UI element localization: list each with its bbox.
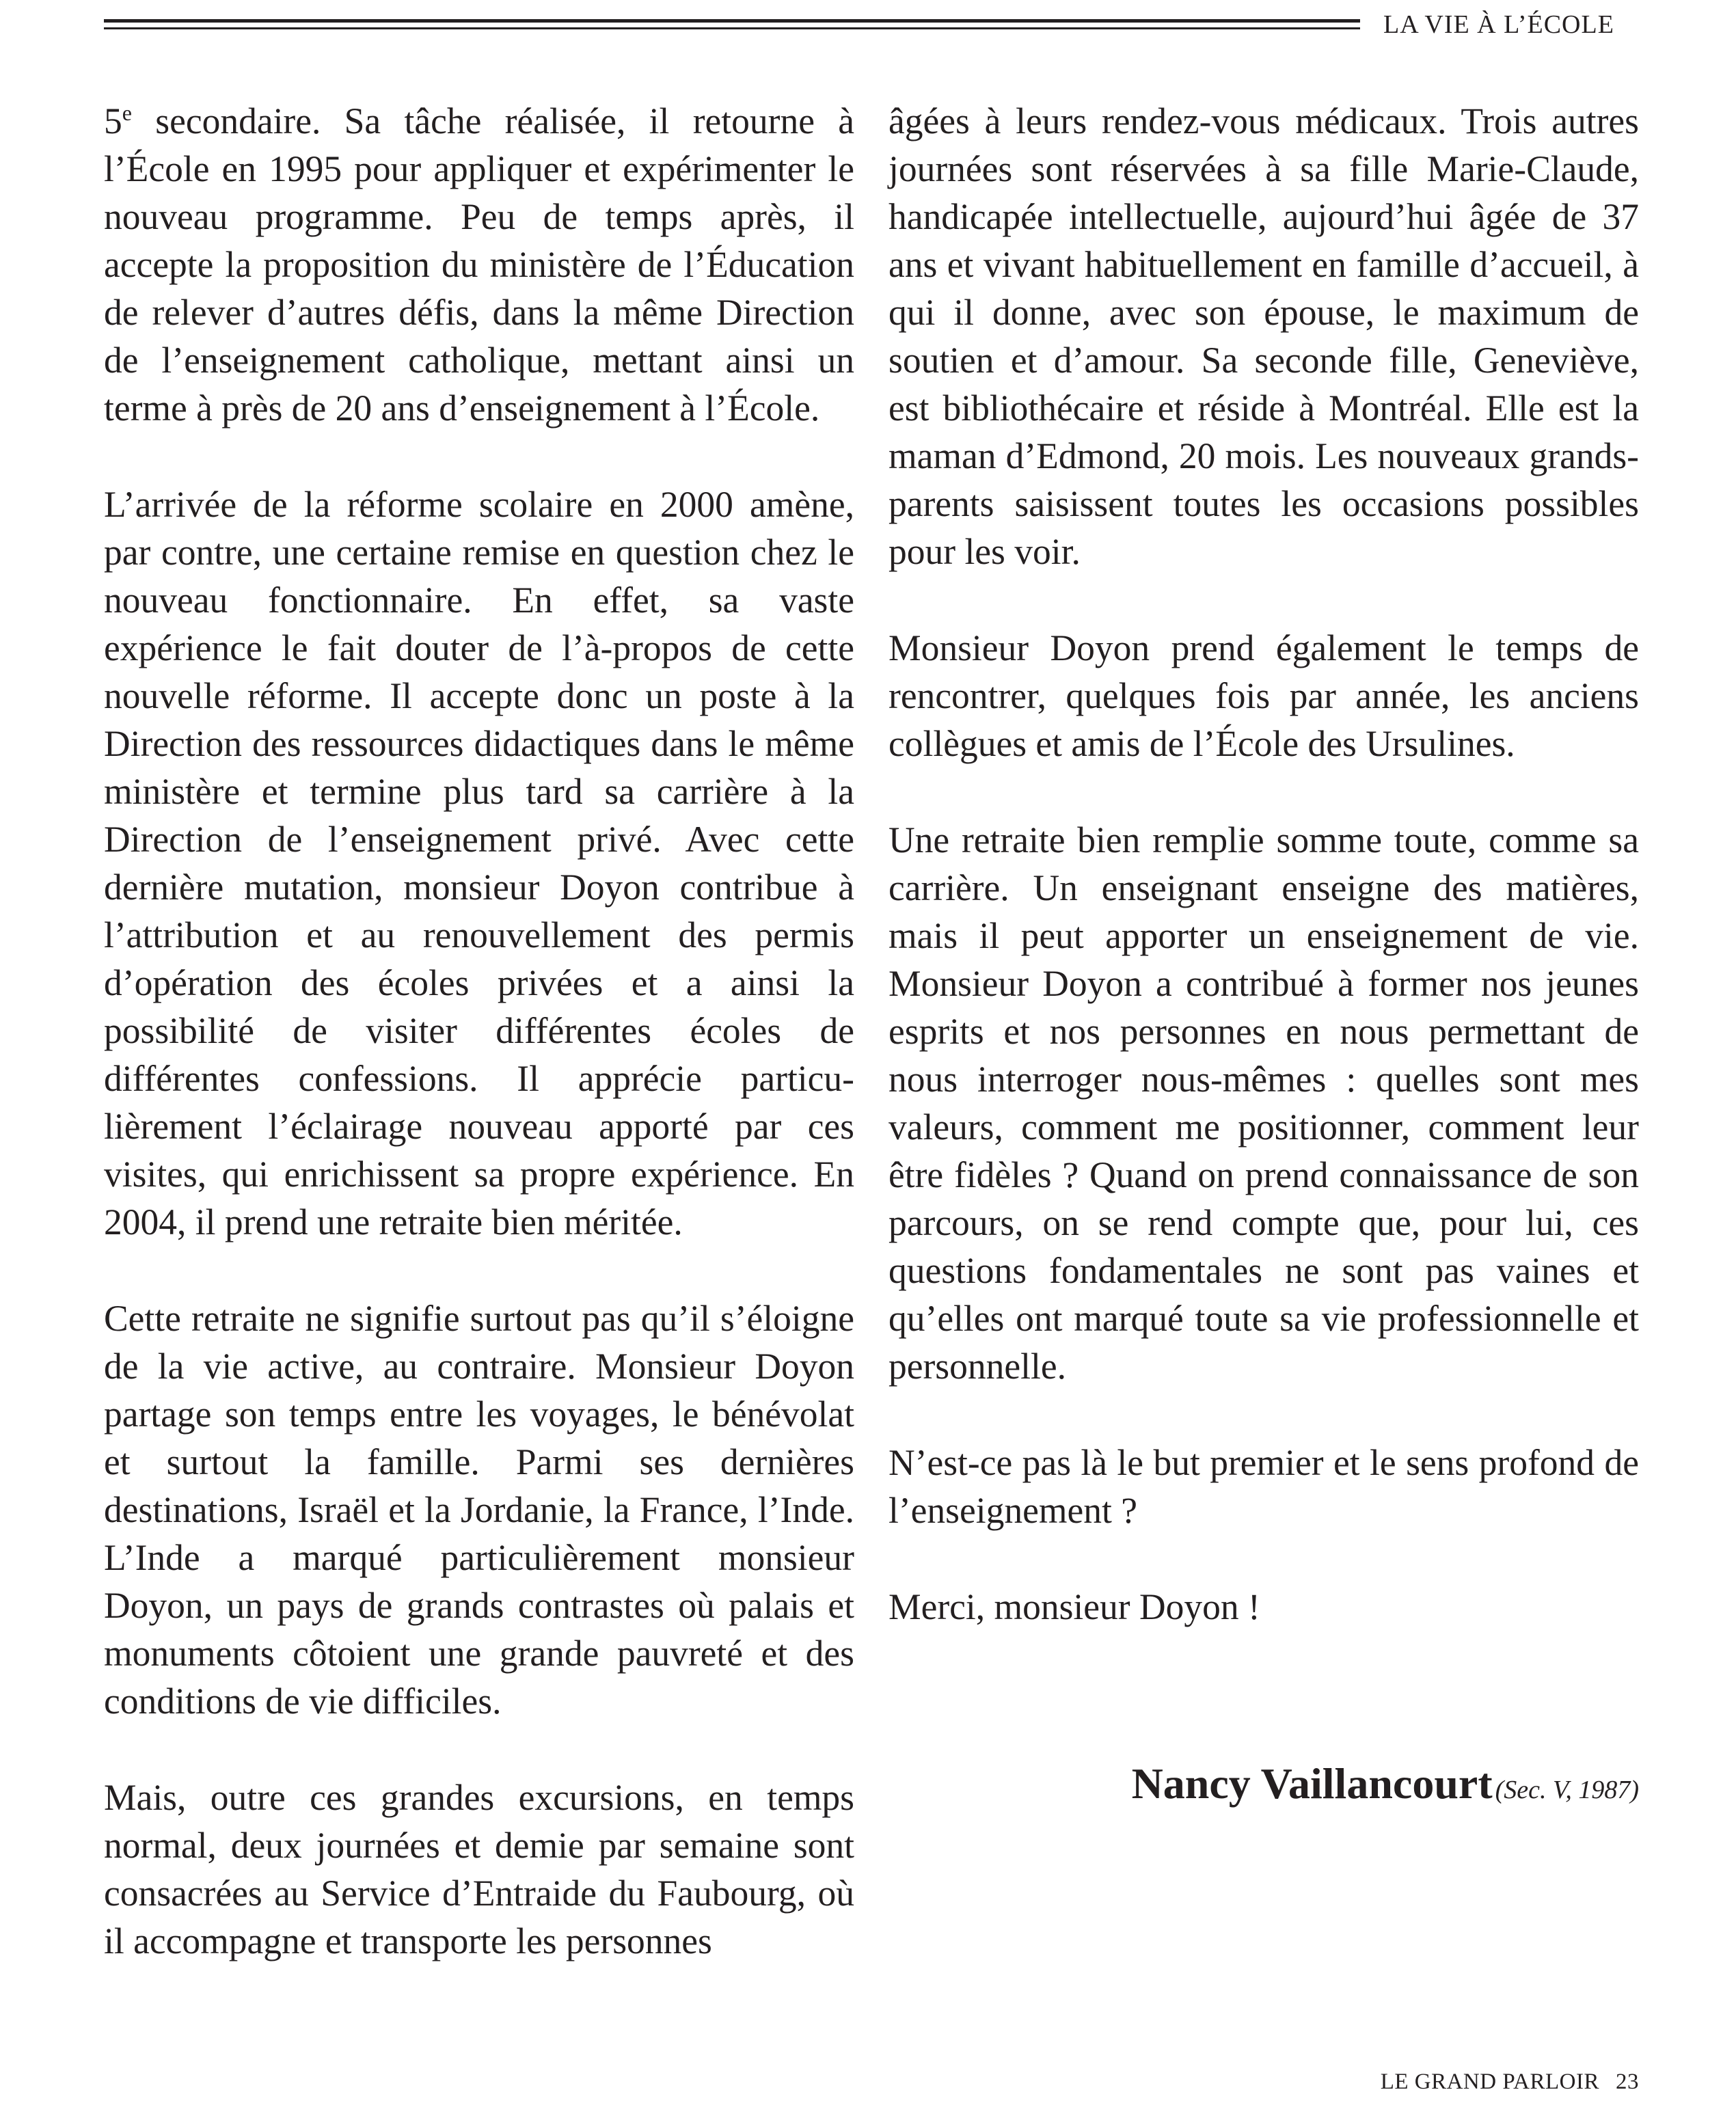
paragraph: Monsieur Doyon prend également le temps de rencontrer, quelques fois par année, les anciens collègues et amis de l’École des Ursulines.	[889, 627, 1639, 764]
paragraph: Cette retraite ne signifie surtout pas qu’il s’éloigne de la vie active, au contraire. Monsieur Doyon partage son temps entre les voyages, le bénévolat et surtout la famille. Parmi ses dernières destinations, Israël et la Jordanie, la France, l’Inde. L’Inde a marqué particulièrement monsieur Doyon, un pays de grands contrastes où palais et monuments côtoient une grande pauvreté et des conditions de vie difficiles.	[104, 1298, 854, 1722]
section-title: LA VIE À L’ÉCOLE	[1383, 10, 1614, 39]
page-number: 23	[1616, 2069, 1639, 2094]
header-rule-thin	[104, 27, 1360, 29]
author-name: Nancy Vaillancourt	[1131, 1759, 1493, 1808]
paragraph-text: secondaire. Sa tâche réalisée, il retourne à l’École en 1995 pour appliquer et expérimenter le nouveau programme. Peu de temps après, il accepte la proposition du ministère de l’Éducation de relever d’autres défis, dans la même Direction de l’enseignement catholique, mettant ainsi un terme à près de 20 ans d’enseignement à l’École.	[104, 100, 854, 429]
paragraph: L’arrivée de la réforme scolaire en 2000 amène, par contre, une certaine remise en question chez le nouveau fonctionnaire. En effet, sa vaste expérience le fait douter de l’à-propos de cette nouvelle réforme. Il accepte donc un poste à la Direction des ressources didactiques dans le même ministère et termine plus tard sa carrière à la Direction de l’enseignement privé. Avec cette dernière mutation, monsieur Doyon contribue à l’attribution et au renouvellement des permis d’opération des écoles privées et a ainsi la possibilité de visiter différentes écoles de différentes confessions. Il apprécie particulièrement l’éclairage nouveau apporté par ces visites, qui enrichissent sa propre expérience. En 2004, il prend une retraite bien méritée.	[104, 484, 854, 1242]
article-column-right	[889, 97, 1639, 1631]
author-class-note: (Sec. V, 1987)	[1495, 1776, 1639, 1804]
author-byline	[889, 1756, 1639, 1823]
publication-name: LE GRAND PARLOIR	[1380, 2069, 1599, 2094]
ordinal-number: 5	[104, 100, 122, 141]
paragraph: N’est-ce pas là le but premier et le sens profond de l’enseignement ?	[889, 1442, 1639, 1531]
paragraph: Une retraite bien remplie somme toute, comme sa carrière. Un enseignant enseigne des matières, mais il peut apporter un enseignement de vie. Monsieur Doyon a contribué à former nos jeunes esprits et nos personnes en nous permettant de nous interroger nous-mêmes : quelles sont mes valeurs, comment me positionner, comment leur être fidèles ? Quand on prend connaissance de son parcours, on se rend compte que, pour lui, ces questions fondamentales ne sont pas vaines et qu’elles ont marqué toute sa vie professionnelle et personnelle.	[889, 819, 1639, 1387]
article-column-left	[104, 97, 854, 1965]
paragraph: Mais, outre ces grandes excursions, en temps normal, deux journées et demie par semaine sont consacrées au Service d’Entraide du Faubourg, où il accompagne et transporte les personnes	[104, 1777, 854, 1961]
ordinal-suffix: e	[122, 100, 132, 126]
page-footer	[1299, 2068, 1639, 2095]
paragraph: Merci, monsieur Doyon !	[889, 1586, 1260, 1627]
paragraph	[104, 97, 854, 432]
paragraph: âgées à leurs rendez-vous médicaux. Trois autres journées sont réservées à sa fille Marie-Claude, handicapée intellectuelle, aujourd’hui âgée de 37 ans et vivant habituellement en famille d’accueil, à qui il donne, avec son épouse, le maximum de soutien et d’amour. Sa seconde fille, Geneviève, est bibliothécaire et réside à Montréal. Elle est la maman d’Edmond, 20 mois. Les nouveaux grands-parents saisissent toutes les occasions possibles pour les voir.	[889, 100, 1639, 572]
header-rule-thick	[104, 19, 1360, 23]
